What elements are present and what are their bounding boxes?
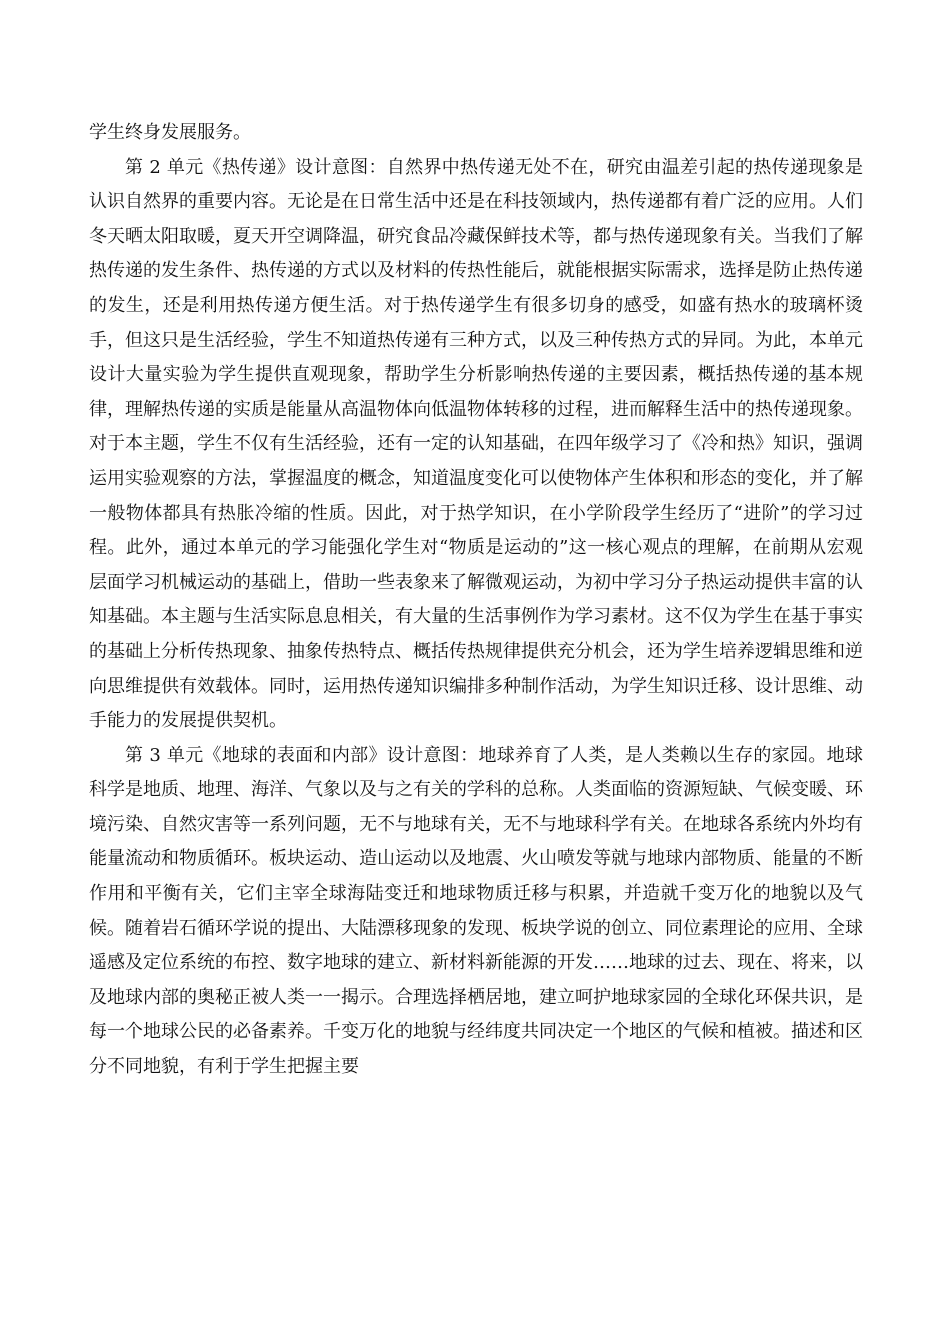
document-body [89,116,863,1085]
paragraph-continuation: 学生终身发展服务。 [89,122,251,143]
paragraph-unit-3-earth-surface-interior: 第 3 单元《地球的表面和内部》设计意图：地球养育了人类，是人类赖以生存的家园。地球科学是地质、地理、海洋、气象以及与之有关的学科的总称。人类面临的资源短缺、气候变暖、环境污染、自然灾害等一系列问题，无不与地球有关，无不与地球科学有关。在地球各系统内外均有能量流动和物质循环。板块运动、造山运动以及地震、火山喷发等就与地球内部物质、能量的不断作用和平衡有关，它们主宰全球海陆变迁和地球物质迁移与积累，并造就千变万化的地貌以及气候。随着岩石循环学说的提出、大陆漂移现象的发现、板块学说的创立、同位素理论的应用、全球遥感及定位系统的布控、数字地球的建立、新材料新能源的开发……地球的过去、现在、将来，以及地球内部的奥秘正被人类一一揭示。合理选择栖居地，建立呵护地球家园的全球化环保共识，是每一个地球公民的必备素养。千变万化的地貌与经纬度共同决定一个地区的气候和植被。描述和区分不同地貌，有利于学生把握主要 [89,744,863,1078]
paragraph-unit-2-heat-transfer: 第 2 单元《热传递》设计意图：自然界中热传递无处不在，研究由温差引起的热传递现象是认识自然界的重要内容。无论是在日常生活中还是在科技领域内，热传递都有着广泛的应用。人们冬天晒太阳取暖，夏天开空调降温，研究食品冷藏保鲜技术等，都与热传递现象有关。当我们了解热传递的发生条件、热传递的方式以及材料的传热性能后，就能根据实际需求，选择是防止热传递的发生，还是利用热传递方便生活。对于热传递学生有很多切身的感受，如盛有热水的玻璃杯烫手，但这只是生活经验，学生不知道热传递有三种方式，以及三种传热方式的异同。为此，本单元设计大量实验为学生提供直观现象，帮助学生分析影响热传递的主要因素，概括热传递的基本规律，理解热传递的实质是能量从高温物体向低温物体转移的过程，进而解释生活中的热传递现象。对于本主题，学生不仅有生活经验，还有一定的认知基础，在四年级学习了《冷和热》知识，强调运用实验观察的方法，掌握温度的概念，知道温度变化可以使物体产生体积和形态的变化，并了解一般物体都具有热胀冷缩的性质。因此，对于热学知识，在小学阶段学生经历了“进阶”的学习过程。此外，通过本单元的学习能强化学生对“物质是运动的”这一核心观点的理解，在前期从宏观层面学习机械运动的基础上，借助一些表象来了解微观运动，为初中学习分子热运动提供丰富的认知基础。本主题与生活实际息息相关，有大量的生活事例作为学习素材。这不仅为学生在基于事实的基础上分析传热现象、抽象传热特点、概括传热规律提供充分机会，还为学生培养逻辑思维和逆向思维提供有效载体。同时，运用热传递知识编排多种制作活动，为学生知识迁移、设计思维、动手能力的发展提供契机。 [89,156,863,732]
